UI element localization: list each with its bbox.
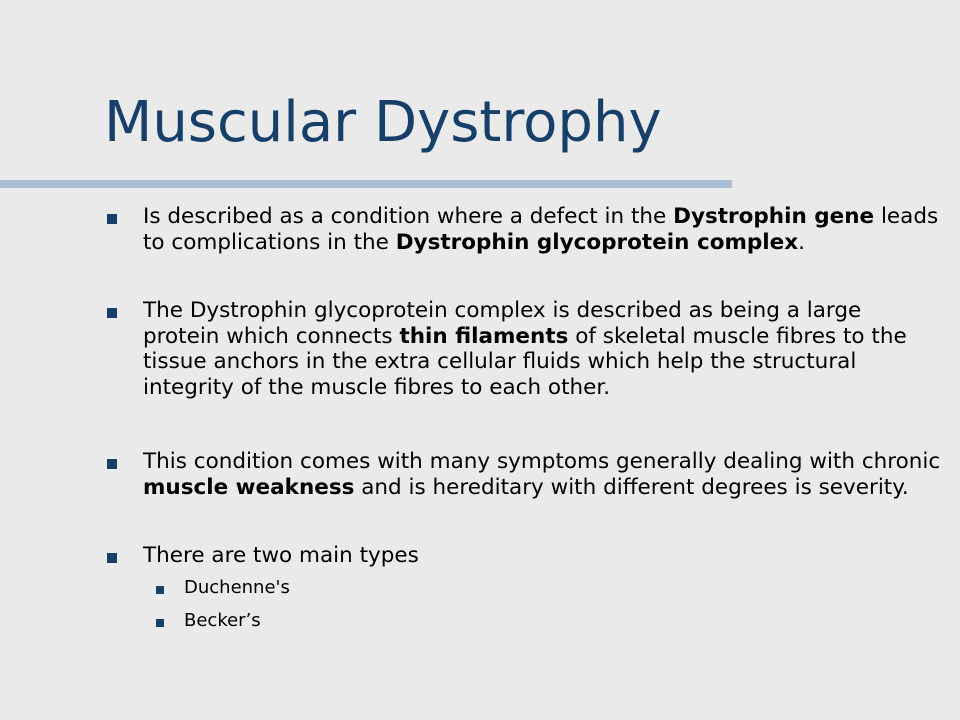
- sub-bullet-text-2: Becker’s: [184, 610, 261, 631]
- square-bullet-icon: [107, 308, 117, 318]
- bullet-text-1: [143, 204, 943, 255]
- square-bullet-icon: [107, 553, 117, 563]
- square-sub-bullet-icon: [156, 619, 164, 627]
- square-bullet-icon: [107, 459, 117, 469]
- bullet-3-segment-1: This condition comes with many symptoms generally dealing with chronic: [143, 449, 941, 474]
- bullet-1-segment-3: leads to complications in the: [143, 204, 939, 255]
- square-sub-bullet-icon: [156, 586, 164, 594]
- bullet-2-segment-3: of skeletal muscle fibres to the tissue anchors in the extra cellular fluids which help the structural integrity of the muscle fibres to each other.: [143, 323, 907, 400]
- bullet-text-2: [143, 298, 943, 400]
- bullet-text-4: [143, 543, 943, 569]
- title-underline-bar: [0, 180, 732, 188]
- bullet-3-bold-term-1: muscle weakness: [143, 474, 355, 500]
- bullet-2-bold-term-1: thin filaments: [399, 323, 569, 349]
- bullet-1-segment-1: Is described as a condition where a defect in the: [143, 204, 674, 229]
- bullet-3-segment-3: and is hereditary with different degrees is severity.: [354, 474, 909, 500]
- bullet-1-bold-term-2: Dystrophin glycoprotein complex: [395, 229, 799, 255]
- bullet-text-3: [143, 449, 943, 500]
- bullet-1-bold-term-1: Dystrophin gene: [673, 204, 875, 229]
- square-bullet-icon: [107, 214, 117, 224]
- bullet-2-segment-1: The Dystrophin glycoprotein complex is described as being a large protein which connects: [143, 298, 862, 349]
- sub-bullet-text-1: Duchenne's: [184, 577, 290, 598]
- bullet-4-segment-1: There are two main types: [143, 543, 419, 568]
- slide-title: Muscular Dystrophy: [104, 90, 662, 155]
- bullet-1-segment-5: .: [798, 229, 805, 255]
